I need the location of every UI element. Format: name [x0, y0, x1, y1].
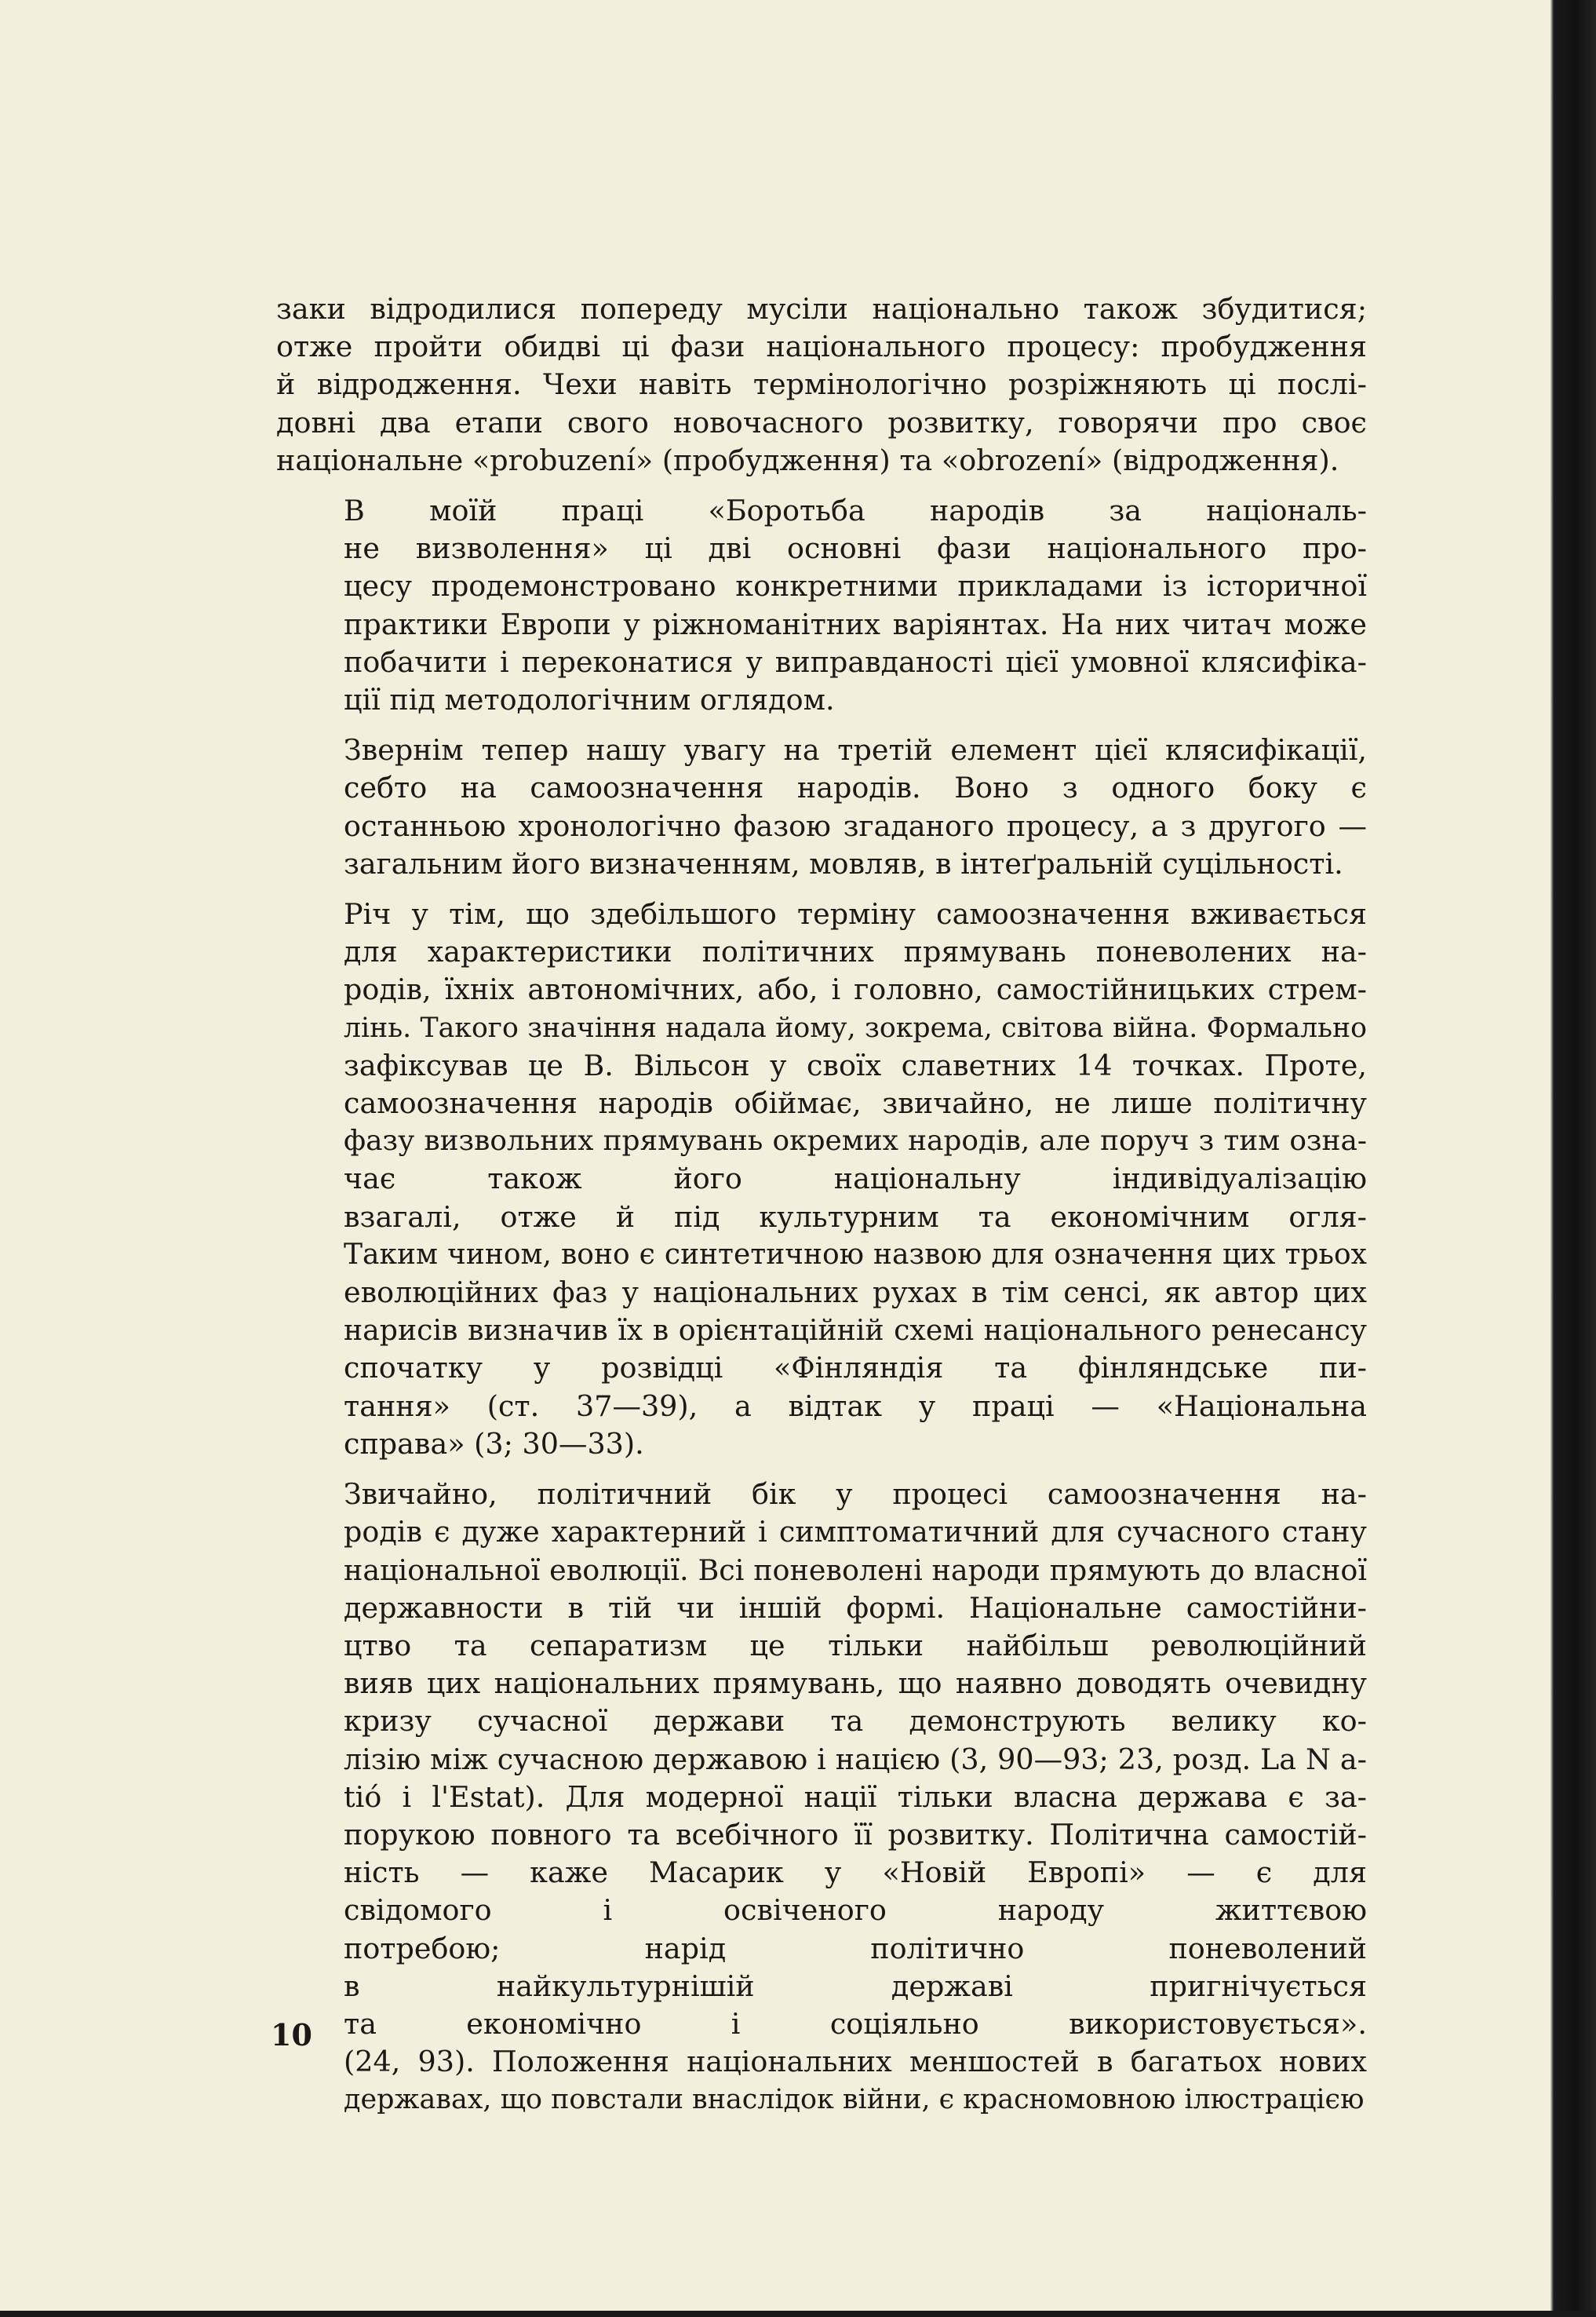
text-line: порукою повного та всебічного її розвитку. Політична самостій- — [344, 1817, 1367, 1852]
paragraph-2 — [276, 492, 1367, 719]
text-line: ність — каже Масарик у «Новій Европі» — є для — [344, 1855, 1367, 1890]
text-line: чає також його національну індивідуалізацію — [344, 1162, 1367, 1196]
text-line: вияв цих національних прямувань, що наявно доводять очевидну — [344, 1666, 1367, 1701]
scan-bottom-edge — [0, 2311, 1596, 2317]
text-line: фазу визвольних прямувань окремих народів, але поруч з тим озна- — [344, 1125, 1367, 1158]
text-line: останньою хронологічно фазою згаданого процесу, а з другого — — [344, 808, 1367, 843]
text-line: родів є дуже характерний і симптоматичний для сучасного стану — [344, 1515, 1367, 1549]
text-line: національне «probuzení» (пробудження) та «obrození» (відродження). — [276, 443, 1339, 477]
text-line: отже пройти обидві ці фази національного процесу: пробудження — [276, 330, 1367, 364]
text-line: кризу сучасної держави та демонструють велику ко- — [344, 1704, 1367, 1739]
text-line: Звернім тепер нашу увагу на третій елемент цієї клясифікації, — [344, 733, 1367, 768]
text-line: потребою; нарід політично поневолений — [344, 1931, 1367, 1965]
text-line: цтво та сепаратизм це тільки найбільш революційний — [344, 1628, 1367, 1662]
text-line: цесу продемонстровано конкретними прикладами із історичної — [344, 569, 1367, 604]
text-line: (24, 93). Положення національних меншостей в багатьох нових — [344, 2045, 1367, 2079]
text-line: для характеристики політичних прямувань поневолених на- — [344, 935, 1367, 969]
paragraph-3 — [276, 732, 1367, 883]
text-line: себто на самоозначення народів. Воно з одного боку є — [344, 771, 1367, 805]
text-line: державах, що повстали внаслідок війни, є красномовною ілюстрацією — [344, 2084, 1365, 2116]
text-line: нарисів визначив їх в орієнтаційній схемі національного ренесансу — [344, 1313, 1367, 1348]
scan-right-edge — [1550, 0, 1596, 2317]
text-line: загальним його визначенням, мовляв, в інтеґральній суцільності. — [344, 846, 1343, 881]
text-line: взагалі, отже й під культурним та економічним огля- — [344, 1199, 1367, 1234]
paragraph-4 — [276, 896, 1367, 1463]
text-line: в найкультурнішій державі пригнічується — [344, 1969, 1367, 2003]
page-number: 10 — [271, 2017, 312, 2052]
text-line: В моїй праці «Боротьба народів за національ- — [344, 494, 1367, 528]
text-line: свідомого і освіченого народу життєвою — [344, 1893, 1367, 1928]
text-line: та економічно і соціяльно використовується». — [344, 2006, 1367, 2041]
text-line: національної еволюції. Всі поневолені народи прямують до власної — [344, 1553, 1367, 1587]
text-line: зафіксував це В. Вільсон у своїх славетних 14 точках. Проте, — [344, 1048, 1367, 1082]
text-line: родів, їхніх автономічних, або, і головно, самостійницьких стрем- — [344, 972, 1367, 1007]
page-body — [276, 290, 1367, 2132]
paragraph-5 — [276, 1476, 1367, 2118]
text-line: практики Европи у ріжноманітних варіянтах. На них читач може — [344, 607, 1367, 641]
text-line: tió i l'Estat). Для модерної нації тільки власна держава є за- — [344, 1779, 1367, 1814]
text-line: спочатку у розвідці «Фінляндія та фінляндське пи- — [344, 1351, 1367, 1385]
text-line: державности в тій чи іншій формі. Національне самостійни- — [344, 1590, 1367, 1625]
text-line: Річ у тім, що здебільшого терміну самоозначення вживається — [344, 897, 1367, 932]
text-line: Таким чином, воно є синтетичною назвою для означення цих трьох — [344, 1238, 1367, 1271]
text-line: тання» (ст. 37—39), а відтак у праці — «Національна — [344, 1388, 1367, 1423]
text-line: й відродження. Чехи навіть термінологічно розріжняють ці послі- — [276, 367, 1367, 402]
text-line: лінь. Такого значіння надала йому, зокрема, світова війна. Формально — [344, 1012, 1367, 1044]
text-line: не визволення» ці дві основні фази національного про- — [344, 531, 1367, 566]
text-line: лізію між сучасною державою і нацією (3, 90—93; 23, розд. La N a- — [344, 1742, 1367, 1776]
text-line: справа» (3; 30—33). — [344, 1426, 644, 1461]
text-line: заки відродилися попереду мусіли національно також збудитися; — [276, 292, 1367, 326]
text-line: самоозначення народів обіймає, звичайно, не лише політичну — [344, 1086, 1367, 1121]
paragraph-1 — [276, 290, 1367, 480]
text-line: побачити і переконатися у виправданості цієї умовної клясифіка- — [344, 644, 1367, 679]
text-line: довні два етапи свого новочасного розвитку, говорячи про своє — [276, 405, 1367, 440]
text-line: ції під методологічним оглядом. — [344, 683, 835, 717]
text-line: еволюційних фаз у національних рухах в тім сенсі, як автор цих — [344, 1275, 1367, 1310]
text-line: Звичайно, політичний бік у процесі самоозначення на- — [344, 1477, 1367, 1512]
